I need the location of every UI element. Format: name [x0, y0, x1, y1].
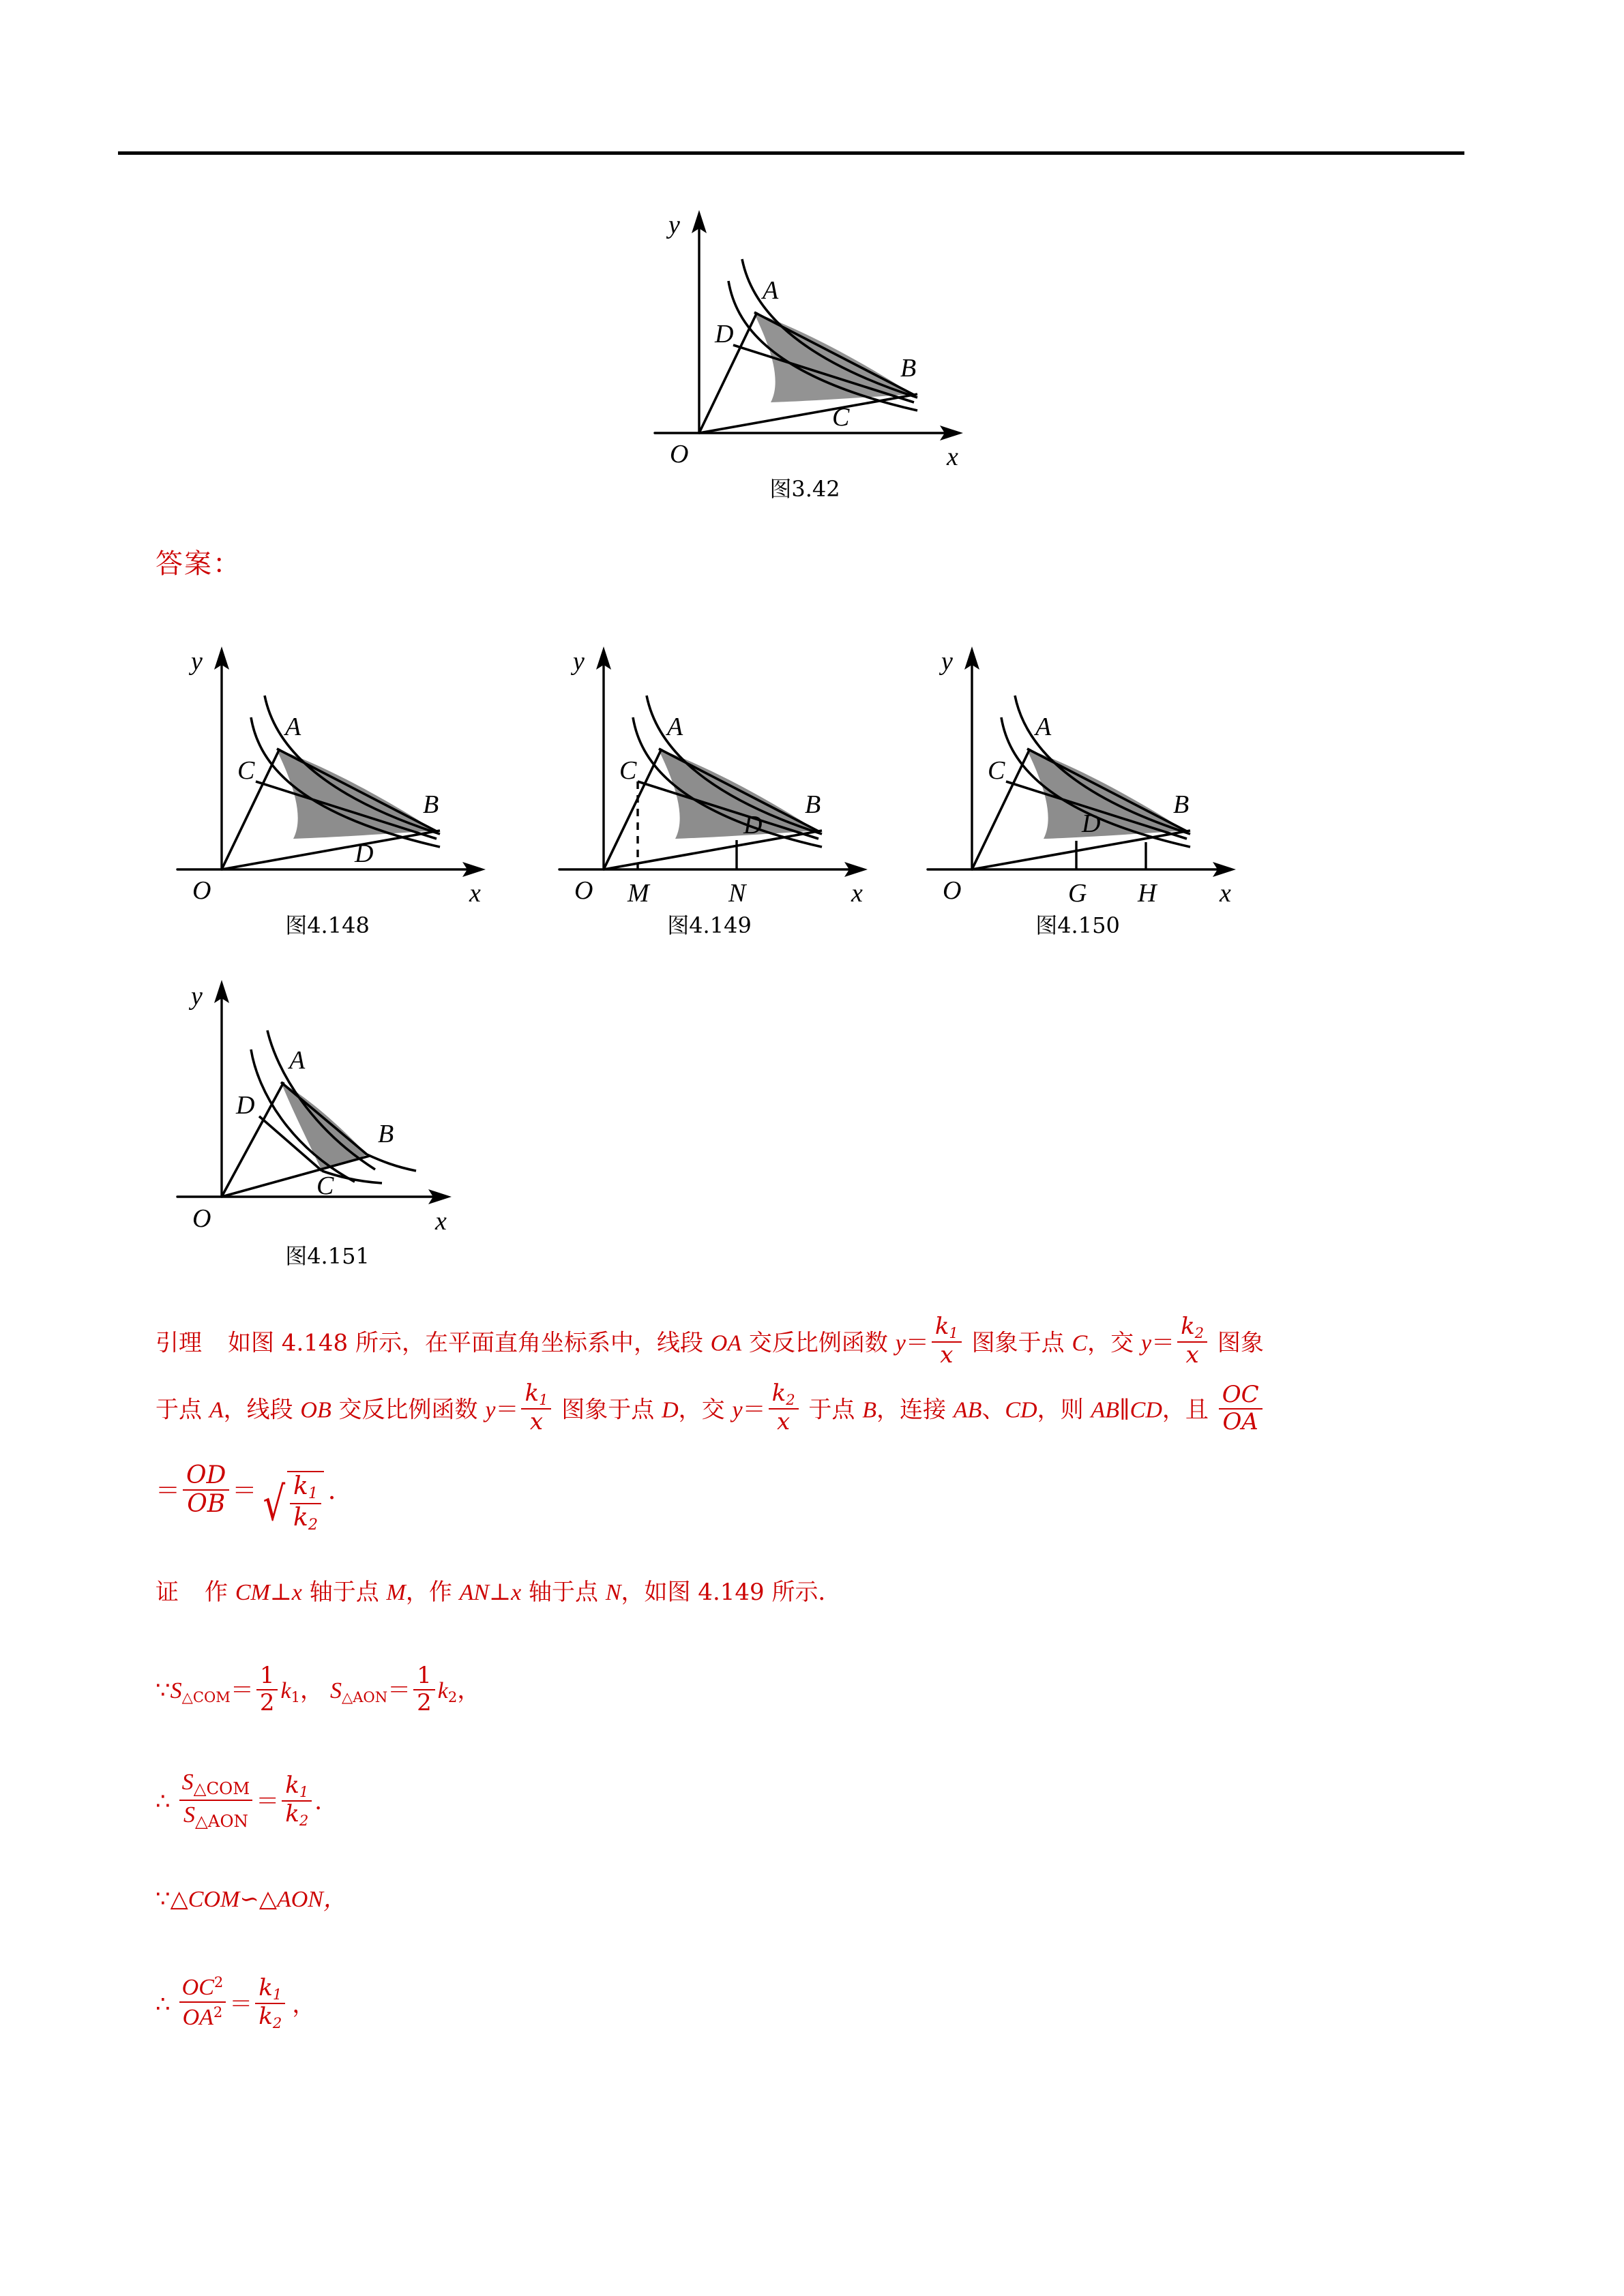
- label-H: H: [1138, 879, 1157, 907]
- label-B: B: [900, 354, 917, 383]
- S-AON: S: [330, 1678, 342, 1704]
- figure-4-149-graphic: [532, 634, 887, 907]
- k1-den-2: x: [529, 1408, 544, 1436]
- sqrt-k1-over-k2: [259, 1471, 324, 1533]
- answer-label: 答案：: [156, 548, 241, 580]
- label-N: N: [728, 879, 746, 907]
- therefore-icon-1: ∴: [156, 1788, 171, 1816]
- var-y-3: y: [485, 1397, 496, 1423]
- axis-x-2: x: [511, 1580, 522, 1605]
- fraction-one-half-1: [256, 1664, 278, 1715]
- OC-num: OC: [1219, 1383, 1263, 1410]
- k2-num: k: [1181, 1313, 1195, 1340]
- OC-sq-num: OC: [181, 1974, 214, 2000]
- k2-num-2: k: [771, 1380, 786, 1407]
- rk1-sub-2: 1: [272, 1986, 282, 2003]
- point-N: N: [605, 1580, 621, 1605]
- OA-den: OA: [1222, 1408, 1258, 1436]
- label-G: G: [1068, 879, 1087, 907]
- label-D: D: [236, 1091, 255, 1120]
- similar-triangles-statement: △COM∽△AON，: [170, 1887, 346, 1912]
- point-M: M: [386, 1580, 406, 1605]
- label-B: B: [423, 790, 439, 819]
- proof-e: ，如图 4.149 所示．: [621, 1579, 842, 1606]
- eq-3: ＝: [495, 1396, 519, 1424]
- figure-4-149: [532, 634, 887, 940]
- radical-sign-icon: √: [263, 1477, 286, 1532]
- OA-sq-sup: 2: [213, 2003, 223, 2021]
- k1-sub: 1: [949, 1324, 958, 1341]
- fraction-one-half-2: [413, 1664, 435, 1715]
- lemma-line-3: [156, 1463, 353, 1533]
- rk2-num-2: k: [259, 2003, 273, 2031]
- label-y: y: [191, 982, 203, 1011]
- proof-line-1: [156, 1581, 841, 1605]
- label-A: A: [763, 276, 779, 305]
- point-D-2: D: [662, 1397, 679, 1423]
- perp-2-icon: ⊥: [489, 1579, 512, 1606]
- label-C: C: [316, 1172, 334, 1200]
- lemma-line-2: [156, 1382, 1265, 1435]
- k1-sub-2: 1: [539, 1390, 548, 1408]
- k1-num-2: k: [525, 1380, 540, 1407]
- figure-4-149-caption: 图4.149: [667, 912, 752, 938]
- rk1-num-2: k: [259, 1974, 273, 2002]
- figure-3-42-graphic: [628, 198, 982, 471]
- label-A: A: [1035, 713, 1052, 741]
- parallel-statement: AB∥CD: [1091, 1397, 1162, 1423]
- label-A: A: [289, 1046, 306, 1075]
- header-rule: [118, 151, 1464, 155]
- proof-d: 轴于点: [521, 1579, 606, 1606]
- label-O: O: [192, 1204, 211, 1233]
- k1-term-1: k: [280, 1678, 291, 1704]
- lemma2-b: ，线段: [223, 1396, 301, 1424]
- eq-10: ＝: [229, 1991, 253, 2018]
- seg-CM: CM: [235, 1580, 270, 1605]
- label-C: C: [988, 756, 1005, 785]
- lemma2-i: ，且: [1162, 1396, 1216, 1424]
- S-den-sub: △AON: [194, 1810, 248, 1831]
- half-den-1: 2: [259, 1688, 275, 1716]
- fraction-S-ratio: [179, 1770, 253, 1831]
- period-2: ．: [314, 1788, 338, 1816]
- k1-sub-3: 1: [308, 1485, 319, 1503]
- figure-4-151: [150, 965, 505, 1270]
- k2-den-2: x: [777, 1408, 791, 1436]
- eq-9: ＝: [256, 1788, 280, 1816]
- k2-den: x: [1185, 1341, 1199, 1369]
- rk1-sub: 1: [299, 1783, 309, 1800]
- label-C: C: [619, 756, 637, 785]
- S-COM: S: [170, 1678, 182, 1704]
- k2-term-1-sub: 2: [447, 1688, 458, 1705]
- lemma-text-d: ，交: [1087, 1329, 1141, 1357]
- lemma2-dun: 、: [981, 1396, 1005, 1424]
- seg-OB: OB: [300, 1397, 331, 1423]
- figure-3-42-caption: 图3.42: [769, 476, 840, 502]
- point-C-1: C: [1072, 1330, 1088, 1356]
- comma-1: ，: [300, 1677, 323, 1705]
- figure-4-150-graphic: [900, 634, 1255, 907]
- label-x: x: [851, 879, 863, 907]
- eq-7: ＝: [230, 1677, 254, 1705]
- figure-4-151-graphic: [150, 965, 505, 1238]
- fraction-OC-over-OA: [1219, 1383, 1263, 1434]
- figure-4-151-caption: 图4.151: [285, 1243, 370, 1269]
- comma-3: ，: [292, 1991, 316, 2018]
- seg-AB: AB: [953, 1397, 982, 1423]
- OC-sq-sup: 2: [213, 1973, 224, 1991]
- var-y-4: y: [732, 1397, 743, 1423]
- point-B-2: B: [862, 1397, 877, 1423]
- label-y: y: [668, 211, 680, 239]
- lemma-line-1: [156, 1315, 1264, 1368]
- proof-step-1: [156, 1664, 480, 1715]
- eq-5: ＝: [156, 1477, 181, 1506]
- eq-1: ＝: [905, 1329, 929, 1357]
- seg-OA: OA: [710, 1330, 742, 1356]
- lemma-text-a: 如图 4.148 所示，在平面直角坐标系中，线段: [228, 1329, 711, 1357]
- k2-sub-3: 2: [308, 1515, 319, 1534]
- rk2-sub-2: 2: [272, 2014, 282, 2032]
- half-den-2: 2: [417, 1688, 432, 1716]
- fraction-k2-over-x-1: [1177, 1315, 1207, 1368]
- fraction-k1-over-k2-2: [282, 1771, 312, 1829]
- fraction-k1-over-x-1: [932, 1315, 962, 1368]
- label-x: x: [1220, 879, 1231, 907]
- proof-b: 轴于点: [301, 1579, 387, 1606]
- rk2-num: k: [285, 1800, 299, 1828]
- k2-sub: 2: [1194, 1324, 1205, 1341]
- figure-4-148-graphic: [150, 634, 505, 907]
- label-D: D: [355, 839, 374, 868]
- lemma2-d: 图象于点: [554, 1396, 662, 1424]
- label-O: O: [670, 440, 689, 468]
- k2-num-3: k: [293, 1503, 308, 1532]
- label-D: D: [715, 320, 734, 348]
- fraction-k1-over-k2-1: [290, 1474, 321, 1533]
- lemma2-g: ，连接: [876, 1396, 954, 1424]
- proof-step-2: [156, 1770, 338, 1831]
- fraction-k2-over-x-2: [769, 1382, 799, 1435]
- label-y: y: [573, 647, 585, 676]
- point-A-2: A: [209, 1397, 224, 1423]
- label-M: M: [628, 879, 649, 907]
- figure-4-148: [150, 634, 505, 940]
- lemma-keyword: 引理: [156, 1329, 202, 1357]
- label-D: D: [1082, 809, 1101, 838]
- label-O: O: [192, 876, 211, 905]
- S-AON-sub: △AON: [342, 1688, 388, 1705]
- lemma2-a: 于点: [156, 1396, 209, 1424]
- label-D: D: [743, 811, 763, 839]
- period-1: ．: [328, 1477, 353, 1506]
- proof-step-4: [156, 1974, 315, 2031]
- comma-2: ，: [457, 1677, 481, 1705]
- lemma-text-c: 图象于点: [964, 1329, 1072, 1357]
- label-C: C: [237, 756, 255, 785]
- label-C: C: [832, 403, 850, 432]
- label-x: x: [947, 443, 958, 471]
- perp-1-icon: ⊥: [269, 1579, 292, 1606]
- figure-3-42: [628, 198, 982, 503]
- axis-x-1: x: [291, 1580, 302, 1605]
- therefore-icon-2: ∴: [156, 1991, 171, 2018]
- label-A: A: [285, 713, 301, 741]
- seg-CD: CD: [1005, 1397, 1037, 1423]
- lemma2-h: ，则: [1037, 1396, 1091, 1424]
- k2-term-1: k: [437, 1678, 448, 1704]
- label-B: B: [805, 790, 821, 819]
- S-COM-sub: △COM: [181, 1688, 231, 1705]
- label-y: y: [191, 647, 203, 676]
- half-num-2: 1: [413, 1664, 435, 1690]
- k2-sub-2: 2: [786, 1390, 795, 1408]
- k1-den: x: [940, 1341, 954, 1369]
- S-num: S: [181, 1770, 194, 1795]
- half-num-1: 1: [256, 1664, 278, 1690]
- proof-keyword: 证: [156, 1579, 179, 1606]
- because-icon-1: ∵: [156, 1677, 171, 1705]
- var-y-2: y: [1140, 1330, 1152, 1356]
- fraction-OC2-over-OA2: [179, 1974, 226, 2031]
- S-den: S: [183, 1802, 195, 1828]
- fraction-OD-over-OB: [183, 1463, 229, 1517]
- figure-4-150: [900, 634, 1255, 940]
- rk2-sub: 2: [299, 1811, 309, 1829]
- proof-step-3: [156, 1885, 346, 1913]
- var-y-1: y: [895, 1330, 906, 1356]
- seg-AN: AN: [459, 1580, 490, 1605]
- proof-c: ，作: [405, 1579, 460, 1606]
- lemma2-e: ，交: [678, 1396, 733, 1424]
- OD-num: OD: [183, 1463, 229, 1491]
- lemma2-f: 于点: [801, 1396, 863, 1424]
- label-O: O: [943, 876, 962, 905]
- label-B: B: [378, 1120, 394, 1148]
- k1-num: k: [934, 1313, 949, 1340]
- lemma-text-b: 交反比例函数: [741, 1329, 896, 1357]
- k1-num-3: k: [293, 1472, 308, 1500]
- rk1-num: k: [285, 1771, 299, 1799]
- fraction-k1-over-k2-3: [255, 1976, 285, 2031]
- fraction-k1-over-x-2: [521, 1382, 551, 1435]
- because-icon-2: ∵: [156, 1885, 171, 1913]
- S-num-sub: △COM: [193, 1778, 250, 1798]
- label-A: A: [667, 713, 683, 741]
- label-y: y: [941, 647, 953, 676]
- eq-4: ＝: [742, 1396, 766, 1424]
- OA-sq-den: OA: [182, 2005, 213, 2031]
- label-x: x: [435, 1207, 447, 1236]
- figure-4-150-caption: 图4.150: [1035, 912, 1120, 938]
- ray-OB: [222, 1156, 370, 1197]
- label-B: B: [1173, 790, 1190, 819]
- label-x: x: [469, 879, 481, 907]
- label-O: O: [574, 876, 593, 905]
- k1-term-1-sub: 1: [291, 1688, 300, 1705]
- eq-6: ＝: [232, 1477, 257, 1506]
- figure-4-148-caption: 图4.148: [285, 912, 370, 938]
- proof-a: 作: [205, 1579, 235, 1606]
- eq-2: ＝: [1151, 1329, 1175, 1357]
- eq-8: ＝: [387, 1677, 411, 1705]
- OB-den: OB: [187, 1489, 226, 1518]
- lemma2-c: 交反比例函数: [331, 1396, 486, 1424]
- lemma-text-e: 图象: [1210, 1329, 1264, 1357]
